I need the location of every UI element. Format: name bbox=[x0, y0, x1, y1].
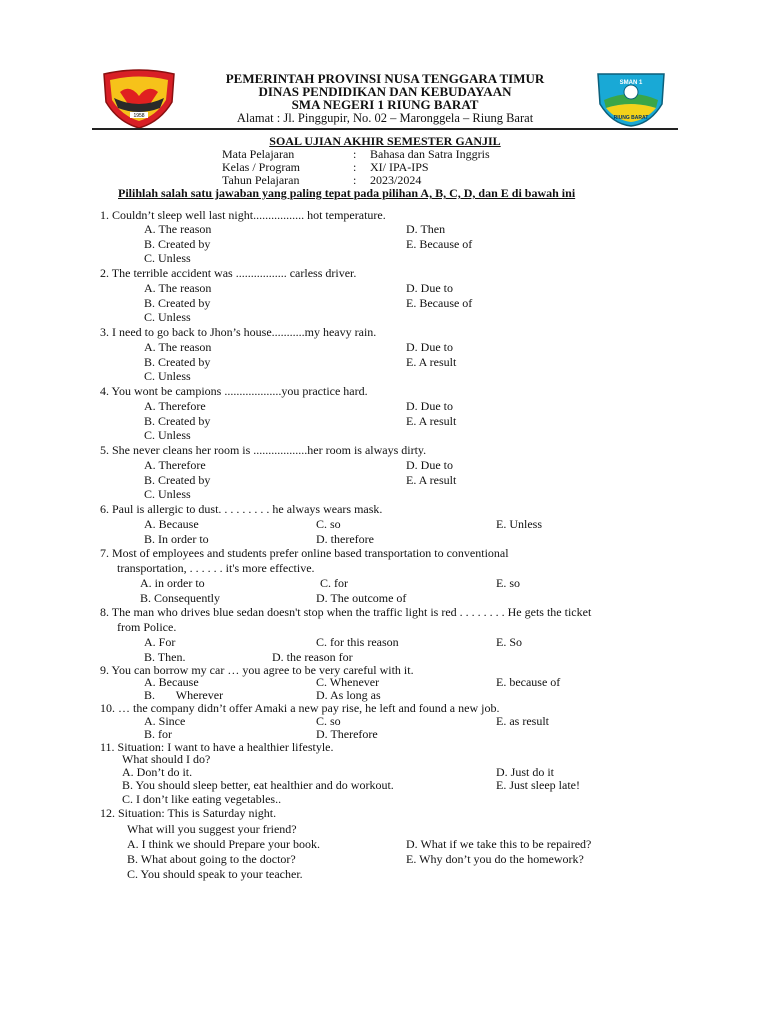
question-7-option-a[interactable]: A. in order to bbox=[140, 576, 205, 590]
exam-title: SOAL UJIAN AKHIR SEMESTER GANJIL bbox=[269, 134, 501, 148]
question-1-option-a[interactable]: A. The reason bbox=[144, 222, 212, 236]
info-sep-class: : bbox=[353, 160, 357, 174]
question-10-option-e[interactable]: E. as result bbox=[496, 714, 549, 728]
question-6-option-a[interactable]: A. Because bbox=[144, 517, 199, 531]
question-5-option-a[interactable]: A. Therefore bbox=[144, 458, 206, 472]
question-4-option-b[interactable]: B. Created by bbox=[144, 414, 211, 428]
question-10-option-b[interactable]: B. for bbox=[144, 727, 172, 741]
question-11-stem-continued: What should I do? bbox=[122, 752, 211, 766]
info-value-year: 2023/2024 bbox=[370, 173, 422, 187]
question-1-option-c[interactable]: C. Unless bbox=[144, 251, 191, 265]
question-6-stem: 6. Paul is allergic to dust. . . . . . . . . he always wears mask. bbox=[100, 502, 383, 516]
question-11-stem: 11. Situation: I want to have a healthier lifestyle. bbox=[100, 740, 334, 754]
question-8-stem: 8. The man who drives blue sedan doesn't stop when the traffic light is red . . . . . . . . He gets the ticket bbox=[100, 605, 592, 619]
header-line-3: SMA NEGERI 1 RIUNG BARAT bbox=[291, 97, 479, 112]
question-11-option-c[interactable]: C. I don’t like eating vegetables.. bbox=[122, 792, 282, 806]
question-6-option-c[interactable]: C. so bbox=[316, 517, 341, 531]
right-logo-top-text: SMAN 1 bbox=[619, 80, 643, 86]
question-12-option-a[interactable]: A. I think we should Prepare your book. bbox=[127, 837, 320, 851]
question-4-option-d[interactable]: D. Due to bbox=[406, 399, 453, 413]
question-4-option-c[interactable]: C. Unless bbox=[144, 428, 191, 442]
question-9-option-c[interactable]: C. Whenever bbox=[316, 675, 380, 689]
question-7-stem-continued: transportation, . . . . . . it's more effective. bbox=[117, 561, 315, 575]
header-address: Alamat : Jl. Pinggupir, No. 02 – Maronggela – Riung Barat bbox=[236, 111, 534, 125]
info-label-class: Kelas / Program bbox=[222, 160, 300, 174]
question-7-option-c[interactable]: C. for bbox=[320, 576, 348, 590]
right-logo-bottom-text: RIUNG BARAT bbox=[613, 115, 649, 121]
question-12-option-e[interactable]: E. Why don’t you do the homework? bbox=[406, 852, 584, 866]
info-sep-year: : bbox=[353, 173, 357, 187]
question-3-option-d[interactable]: D. Due to bbox=[406, 340, 453, 354]
school-logo bbox=[592, 70, 670, 128]
question-9-option-e[interactable]: E. because of bbox=[496, 675, 561, 689]
question-2-option-d[interactable]: D. Due to bbox=[406, 281, 453, 295]
question-4-option-e[interactable]: E. A result bbox=[406, 414, 457, 428]
question-3-stem: 3. I need to go back to Jhon’s house...........my heavy rain. bbox=[100, 325, 377, 339]
question-7-stem: 7. Most of employees and students prefer online based transportation to conventional bbox=[100, 546, 509, 560]
question-3-option-b[interactable]: B. Created by bbox=[144, 355, 211, 369]
question-12-option-c[interactable]: C. You should speak to your teacher. bbox=[127, 867, 303, 881]
question-11-option-b[interactable]: B. You should sleep better, eat healthier and do workout. bbox=[122, 778, 394, 792]
question-6-option-e[interactable]: E. Unless bbox=[496, 517, 542, 531]
header-divider bbox=[92, 128, 678, 130]
question-10-stem: 10. … the company didn’t offer Amaki a new pay rise, he left and found a new job. bbox=[100, 701, 500, 715]
provincial-emblem-logo bbox=[100, 68, 178, 130]
question-5-option-d[interactable]: D. Due to bbox=[406, 458, 453, 472]
question-8-option-d[interactable]: D. the reason for bbox=[272, 650, 353, 664]
question-5-option-c[interactable]: C. Unless bbox=[144, 487, 191, 501]
question-11-option-e[interactable]: E. Just sleep late! bbox=[496, 778, 580, 792]
question-8-option-c[interactable]: C. for this reason bbox=[316, 635, 399, 649]
question-3-option-c[interactable]: C. Unless bbox=[144, 369, 191, 383]
question-8-option-a[interactable]: A. For bbox=[144, 635, 176, 649]
header-line-2: DINAS PENDIDIKAN DAN KEBUDAYAAN bbox=[258, 84, 512, 99]
question-1-option-e[interactable]: E. Because of bbox=[406, 237, 473, 251]
question-10-option-a[interactable]: A. Since bbox=[144, 714, 186, 728]
question-8-option-e[interactable]: E. So bbox=[496, 635, 523, 649]
question-3-option-a[interactable]: A. The reason bbox=[144, 340, 212, 354]
info-value-class: XI/ IPA-IPS bbox=[370, 160, 429, 174]
question-2-option-a[interactable]: A. The reason bbox=[144, 281, 212, 295]
question-11-option-a[interactable]: A. Don’t do it. bbox=[122, 765, 193, 779]
question-9-option-a[interactable]: A. Because bbox=[144, 675, 199, 689]
header-line-1: PEMERINTAH PROVINSI NUSA TENGGARA TIMUR bbox=[225, 71, 545, 86]
question-6-option-d[interactable]: D. therefore bbox=[316, 532, 374, 546]
question-4-option-a[interactable]: A. Therefore bbox=[144, 399, 206, 413]
info-label-year: Tahun Pelajaran bbox=[222, 173, 300, 187]
exam-instruction: Pilihlah salah satu jawaban yang paling tepat pada pilihan A, B, C, D, dan E di bawah ini bbox=[118, 186, 576, 200]
question-5-option-e[interactable]: E. A result bbox=[406, 473, 457, 487]
info-value-subject: Bahasa dan Satra Inggris bbox=[370, 147, 490, 161]
question-2-option-b[interactable]: B. Created by bbox=[144, 296, 211, 310]
question-10-option-c[interactable]: C. so bbox=[316, 714, 341, 728]
question-11-option-d[interactable]: D. Just do it bbox=[496, 765, 555, 779]
question-4-stem: 4. You wont be campions ...................you practice hard. bbox=[100, 384, 368, 398]
question-12-option-d[interactable]: D. What if we take this to be repaired? bbox=[406, 837, 592, 851]
question-12-stem-continued: What will you suggest your friend? bbox=[127, 822, 297, 836]
question-1-stem: 1. Couldn’t sleep well last night................. hot temperature. bbox=[100, 208, 386, 222]
question-1-option-b[interactable]: B. Created by bbox=[144, 237, 211, 251]
question-8-stem-continued: from Police. bbox=[117, 620, 177, 634]
info-label-subject: Mata Pelajaran bbox=[222, 147, 295, 161]
info-sep-subject: : bbox=[353, 147, 357, 161]
question-9-option-d[interactable]: D. As long as bbox=[316, 688, 381, 702]
question-2-option-c[interactable]: C. Unless bbox=[144, 310, 191, 324]
question-7-option-b[interactable]: B. Consequently bbox=[140, 591, 220, 605]
question-8-option-b[interactable]: B. Then. bbox=[144, 650, 186, 664]
question-2-stem: 2. The terrible accident was ................. carless driver. bbox=[100, 266, 357, 280]
question-5-option-b[interactable]: B. Created by bbox=[144, 473, 211, 487]
question-5-stem: 5. She never cleans her room is ..................her room is always dirty. bbox=[100, 443, 427, 457]
question-2-option-e[interactable]: E. Because of bbox=[406, 296, 473, 310]
question-7-option-d[interactable]: D. The outcome of bbox=[316, 591, 407, 605]
question-3-option-e[interactable]: E. A result bbox=[406, 355, 457, 369]
question-7-option-e[interactable]: E. so bbox=[496, 576, 520, 590]
question-10-option-d[interactable]: D. Therefore bbox=[316, 727, 378, 741]
question-12-option-b[interactable]: B. What about going to the doctor? bbox=[127, 852, 296, 866]
question-9-option-b[interactable]: B. Wherever bbox=[144, 688, 224, 702]
question-12-stem: 12. Situation: This is Saturday night. bbox=[100, 806, 277, 820]
question-1-option-d[interactable]: D. Then bbox=[406, 222, 446, 236]
question-6-option-b[interactable]: B. In order to bbox=[144, 532, 209, 546]
left-logo-year: 1958 bbox=[133, 113, 145, 119]
question-9-stem: 9. You can borrow my car … you agree to be very careful with it. bbox=[100, 663, 414, 677]
